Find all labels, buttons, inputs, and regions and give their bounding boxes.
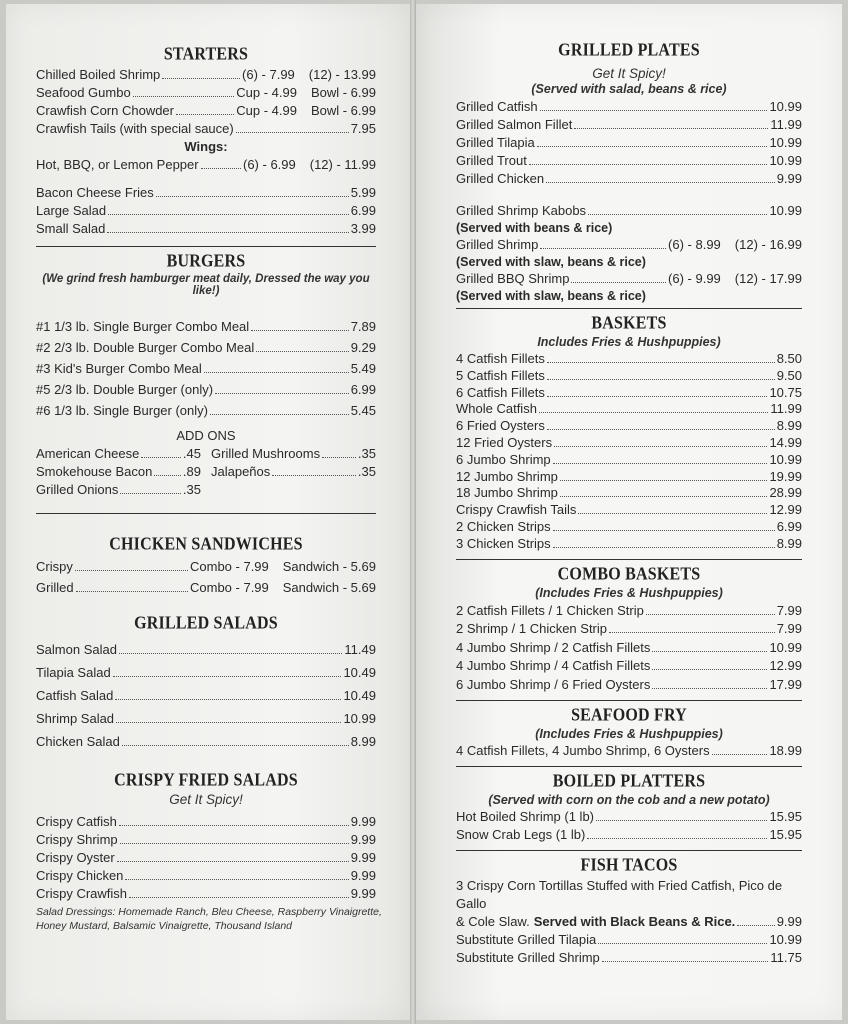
menu-item <box>456 116 802 134</box>
addon-item <box>211 445 376 463</box>
leader-dots <box>560 480 768 481</box>
item-price: 11.99 <box>770 401 802 417</box>
grilled-plates-served: (Served with salad, beans & rice) <box>531 82 727 96</box>
item-price: 7.99 <box>776 602 802 618</box>
leader-dots <box>256 351 348 352</box>
addon-item <box>36 445 201 463</box>
leader-dots <box>108 214 349 215</box>
item-name: Crispy Chicken <box>36 868 124 883</box>
item-price: 9.99 <box>776 914 802 930</box>
combo-list <box>456 602 802 695</box>
leader-dots <box>539 412 769 413</box>
leader-dots <box>652 651 767 652</box>
item-price: 8.99 <box>776 535 802 551</box>
item-note: (Served with beans & rice) <box>456 221 613 235</box>
menu-item <box>456 826 802 844</box>
item-name: Hot, BBQ, or Lemon Pepper <box>36 157 199 172</box>
leader-dots <box>652 688 767 689</box>
item-price: 7.99 <box>776 621 802 637</box>
item-name: 4 Catfish Fillets <box>456 351 545 366</box>
item-price: 3.99 <box>350 221 376 236</box>
leader-dots <box>120 493 181 494</box>
menu-item <box>456 742 802 760</box>
item-name: Small Salad <box>36 221 106 236</box>
baskets-title: BASKETS <box>591 313 667 334</box>
leader-dots <box>588 214 767 215</box>
leader-dots <box>553 530 775 531</box>
item-name: Chilled Boiled Shrimp <box>36 67 161 82</box>
item-name: Substitute Grilled Tilapia <box>456 932 597 948</box>
item-name: 2 Shrimp / 1 Chicken Strip <box>456 621 608 637</box>
leader-dots <box>119 825 349 826</box>
menu-item <box>456 620 802 639</box>
leader-dots <box>204 372 349 373</box>
item-name: 4 Catfish Fillets, 4 Jumbo Shrimp, 6 Oysters <box>456 743 710 759</box>
item-name: Tilapia Salad <box>36 665 111 680</box>
combo-title: COMBO BASKETS <box>557 564 701 584</box>
leader-dots <box>609 632 775 633</box>
leader-dots <box>75 570 188 571</box>
item-name: & Cole Slaw. <box>456 914 530 930</box>
boiled-title: BOILED PLATTERS <box>552 771 706 792</box>
leader-dots <box>547 362 775 363</box>
item-name: 12 Fried Oysters <box>456 434 553 450</box>
item-price: 15.95 <box>769 809 802 825</box>
menu-item <box>456 452 802 469</box>
item-price: 9.99 <box>350 832 376 847</box>
item-price: 6.99 <box>776 518 802 534</box>
menu-item <box>456 401 802 418</box>
combo-subtitle: (Includes Fries & Hushpuppies) <box>535 585 723 600</box>
item-name: Seafood Gumbo <box>36 85 131 100</box>
menu-item <box>36 84 376 102</box>
item-price: 10.49 <box>343 665 376 680</box>
menu-item <box>456 134 802 152</box>
menu-item <box>456 236 802 254</box>
menu-item <box>36 66 376 84</box>
item-name: 4 Jumbo Shrimp / 2 Catfish Fillets <box>456 639 651 655</box>
leader-dots <box>215 393 349 394</box>
leader-dots <box>162 78 240 79</box>
wings-label: Wings: <box>184 139 228 154</box>
item-note: (Served with slaw, beans & rice) <box>456 255 646 269</box>
item-price-alt: Bowl - 6.99 <box>310 85 376 100</box>
addons-list <box>36 445 376 499</box>
item-price: 12.99 <box>769 502 802 518</box>
item-name: #1 1/3 lb. Single Burger Combo Meal <box>36 319 250 334</box>
item-price: .35 <box>182 482 201 497</box>
item-name: Whole Catfish <box>456 401 537 417</box>
item-price: 5.99 <box>350 185 376 200</box>
leader-dots <box>251 330 349 331</box>
item-price: 19.99 <box>769 468 802 484</box>
right-column <box>456 36 802 967</box>
item-name: Catfish Salad <box>36 688 114 703</box>
item-name: Grilled Chicken <box>456 171 545 186</box>
menu-item <box>36 639 376 660</box>
item-name: Large Salad <box>36 203 107 218</box>
item-price: 8.99 <box>350 734 376 749</box>
addon-item <box>211 463 376 481</box>
item-price: 9.99 <box>350 814 376 829</box>
burgers-title: BURGERS <box>166 251 246 272</box>
item-price: 10.99 <box>769 203 802 218</box>
item-name: #6 1/3 lb. Single Burger (only) <box>36 403 208 418</box>
leader-dots <box>553 547 775 548</box>
item-price: 28.99 <box>769 485 802 501</box>
baskets-list <box>456 351 802 553</box>
leader-dots <box>210 414 349 415</box>
item-name: 18 Jumbo Shrimp <box>456 485 558 501</box>
menu-item <box>36 358 376 379</box>
menu-item <box>456 519 802 536</box>
menu-item <box>36 849 376 867</box>
crispy-salads-list <box>36 813 376 903</box>
leader-dots <box>737 925 774 926</box>
menu-item <box>456 676 802 695</box>
item-price: 14.99 <box>769 434 802 450</box>
burgers-list <box>36 316 376 421</box>
crispy-salads-subtitle: Get It Spicy! <box>169 792 243 807</box>
item-price: 10.99 <box>343 711 376 726</box>
leader-dots <box>574 128 768 129</box>
item-name: Grilled Shrimp Kabobs <box>456 203 587 218</box>
menu-item <box>36 685 376 706</box>
menu-item <box>456 385 802 402</box>
grilled-salads-list <box>36 639 376 752</box>
leader-dots <box>156 196 349 197</box>
section-divider <box>36 513 376 514</box>
item-price: Cup - 4.99 <box>236 103 297 118</box>
baskets-subtitle: Includes Fries & Hushpuppies) <box>537 335 721 349</box>
item-price: 9.29 <box>350 340 376 355</box>
item-name: Grilled <box>36 580 74 595</box>
section-divider <box>456 700 802 701</box>
item-name: Substitute Grilled Shrimp <box>456 950 600 966</box>
tacos-description: 3 Crispy Corn Tortillas Stuffed with Fried Catfish, Pico de Gallo <box>456 878 783 912</box>
menu-item <box>36 400 376 421</box>
section-divider <box>36 246 376 247</box>
menu-item <box>456 808 802 826</box>
item-name: Shrimp Salad <box>36 711 115 726</box>
item-name: Crispy Oyster <box>36 850 115 865</box>
menu-item <box>456 202 802 220</box>
item-price: 10.99 <box>769 932 802 948</box>
leader-dots <box>120 843 349 844</box>
menu-item <box>456 639 802 658</box>
menu-item <box>36 202 376 220</box>
menu-item <box>36 731 376 752</box>
menu-item <box>36 184 376 202</box>
item-price: 10.99 <box>769 639 802 655</box>
leader-dots <box>116 722 341 723</box>
item-price: 12.99 <box>769 658 802 674</box>
item-price: 5.49 <box>350 361 376 376</box>
section-divider <box>456 766 802 767</box>
grilled-plates-subtitle: Get It Spicy! <box>592 66 666 81</box>
chicken-title: CHICKEN SANDWICHES <box>109 534 303 555</box>
item-name: #2 2/3 lb. Double Burger Combo Meal <box>36 340 255 355</box>
leader-dots <box>587 838 767 839</box>
item-price: 7.89 <box>350 319 376 334</box>
leader-dots <box>122 745 349 746</box>
item-name: Hot Boiled Shrimp (1 lb) <box>456 809 594 825</box>
item-name: 6 Jumbo Shrimp / 6 Fried Oysters <box>456 676 651 692</box>
section-divider <box>456 850 802 851</box>
leader-dots <box>133 96 235 97</box>
item-name: Grilled Trout <box>456 153 527 168</box>
item-price: 10.99 <box>769 135 802 150</box>
leader-dots <box>176 114 234 115</box>
item-name: Snow Crab Legs (1 lb) <box>456 827 586 843</box>
leader-dots <box>547 396 768 397</box>
crispy-salads-title: CRISPY FRIED SALADS <box>114 770 298 791</box>
item-name: Grilled Tilapia <box>456 135 535 150</box>
item-price: 9.99 <box>350 868 376 883</box>
item-name: 2 Catfish Fillets / 1 Chicken Strip <box>456 602 644 618</box>
leader-dots <box>107 232 348 233</box>
grilled-salads-title: GRILLED SALADS <box>134 613 278 634</box>
menu-item <box>36 120 376 138</box>
leader-dots <box>652 669 767 670</box>
item-name: Grilled BBQ Shrimp <box>456 271 570 286</box>
leader-dots <box>129 897 349 898</box>
item-name: Grilled Onions <box>36 482 119 497</box>
left-column <box>36 40 382 933</box>
menu-item <box>36 867 376 885</box>
addons-title: ADD ONS <box>176 428 236 443</box>
menu-item <box>456 368 802 385</box>
grilled-plates-title: GRILLED PLATES <box>558 40 700 61</box>
item-price: 6.99 <box>350 203 376 218</box>
item-price: .35 <box>357 464 376 479</box>
item-name: Crispy Crawfish Tails <box>456 502 577 518</box>
leader-dots <box>113 676 342 677</box>
leader-dots <box>596 820 767 821</box>
boiled-list <box>456 808 802 844</box>
menu-item <box>456 98 802 116</box>
item-price: .45 <box>182 446 201 461</box>
item-price: 18.99 <box>769 743 802 759</box>
leader-dots <box>547 379 775 380</box>
item-price-alt: (12) - 16.99 <box>734 237 802 252</box>
item-name: Crawfish Tails (with special sauce) <box>36 121 234 136</box>
item-price: 10.99 <box>769 153 802 168</box>
item-price: 8.50 <box>776 351 802 366</box>
menu-item <box>36 558 376 576</box>
item-price: 17.99 <box>769 676 802 692</box>
leader-dots <box>115 699 341 700</box>
leader-dots <box>154 475 181 476</box>
tacos-title: FISH TACOS <box>580 855 678 876</box>
item-price: Cup - 4.99 <box>236 85 297 100</box>
item-name: 6 Jumbo Shrimp <box>456 451 551 467</box>
menu-item <box>456 602 802 621</box>
menu-item <box>36 579 376 597</box>
item-price: 9.50 <box>776 367 802 383</box>
menu-item <box>456 502 802 519</box>
item-price-alt: Sandwich - 5.69 <box>282 559 376 574</box>
item-name: Crispy Crawfish <box>36 886 128 901</box>
item-name: 6 Fried Oysters <box>456 418 545 434</box>
menu-item <box>36 337 376 358</box>
menu-item <box>456 152 802 170</box>
item-name: Crispy <box>36 559 73 574</box>
leader-dots <box>537 146 768 147</box>
menu-item <box>456 418 802 435</box>
leader-dots <box>598 943 767 944</box>
menu-item <box>456 657 802 676</box>
menu-item <box>36 813 376 831</box>
menu-item <box>36 220 376 238</box>
item-price: Combo - 7.99 <box>190 559 269 574</box>
leader-dots <box>125 879 348 880</box>
item-price: .35 <box>357 446 376 461</box>
item-price-alt: (12) - 17.99 <box>734 271 802 286</box>
item-price: 8.99 <box>776 418 802 434</box>
menu-item <box>456 435 802 452</box>
seafood-fry-subtitle: (Includes Fries & Hushpuppies) <box>535 727 723 742</box>
leader-dots <box>546 182 775 183</box>
seafood-fry-title: SEAFOOD FRY <box>571 705 687 726</box>
leader-dots <box>529 164 768 165</box>
leader-dots <box>547 429 775 430</box>
item-price: 6.99 <box>350 382 376 397</box>
leader-dots <box>571 282 666 283</box>
item-name: Smokehouse Bacon <box>36 464 153 479</box>
item-name: Chicken Salad <box>36 734 120 749</box>
addon-item <box>36 463 201 481</box>
item-note: (Served with slaw, beans & rice) <box>456 289 646 303</box>
leader-dots <box>712 754 768 755</box>
item-price-alt: Sandwich - 5.69 <box>282 580 376 595</box>
item-name: American Cheese <box>36 446 140 461</box>
item-name: 12 Jumbo Shrimp <box>456 468 558 484</box>
menu-item <box>456 931 802 949</box>
starters-list <box>36 66 376 238</box>
leader-dots <box>236 132 349 133</box>
leader-dots <box>540 110 768 111</box>
item-price: 10.49 <box>343 688 376 703</box>
menu-item <box>36 156 376 174</box>
item-name: Bacon Cheese Fries <box>36 185 154 200</box>
leader-dots <box>540 248 666 249</box>
item-price: 9.99 <box>776 171 802 186</box>
leader-dots <box>272 475 356 476</box>
item-name: Crispy Shrimp <box>36 832 118 847</box>
leader-dots <box>646 614 775 615</box>
grilled-plates-list <box>456 98 802 304</box>
item-price: 10.75 <box>769 384 802 400</box>
item-price: 5.45 <box>350 403 376 418</box>
menu-item <box>456 536 802 553</box>
starters-title: STARTERS <box>163 44 249 65</box>
item-price-alt: (12) - 13.99 <box>308 67 376 82</box>
tacos-served-with: Served with Black Beans & Rice. <box>533 914 736 930</box>
item-price: Combo - 7.99 <box>190 580 269 595</box>
item-name: 2 Chicken Strips <box>456 518 551 534</box>
section-divider <box>456 308 802 309</box>
item-price: 9.99 <box>350 850 376 865</box>
leader-dots <box>117 861 349 862</box>
leader-dots <box>201 168 241 169</box>
item-price: 11.99 <box>770 117 802 132</box>
item-price: 9.99 <box>350 886 376 901</box>
menu-item <box>36 662 376 683</box>
item-name: Grilled Catfish <box>456 99 538 114</box>
section-divider <box>456 559 802 560</box>
item-price: (6) - 9.99 <box>668 271 721 286</box>
boiled-subtitle: (Served with corn on the cob and a new potato) <box>488 793 770 808</box>
item-price-alt: (12) - 11.99 <box>309 157 376 172</box>
item-name: 3 Chicken Strips <box>456 535 551 551</box>
menu-item <box>456 469 802 486</box>
leader-dots <box>76 591 188 592</box>
item-price: .89 <box>182 464 201 479</box>
menu-item <box>456 949 802 967</box>
item-name: Salmon Salad <box>36 642 117 657</box>
item-price: 7.95 <box>350 121 376 136</box>
item-price-alt: Bowl - 6.99 <box>310 103 376 118</box>
leader-dots <box>553 463 768 464</box>
item-name: Grilled Salmon Fillet <box>456 117 573 132</box>
item-name: Jalapeños <box>211 464 271 479</box>
salad-dressings-note: Salad Dressings: Homemade Ranch, Bleu Cheese, Raspberry Vinaigrette, Honey Mustard, Balsamic Vinaigrette, Thousand Island <box>36 906 382 932</box>
item-price: 15.95 <box>769 827 802 843</box>
menu-item <box>36 102 376 120</box>
item-price: 10.99 <box>769 99 802 114</box>
menu-item <box>36 316 376 337</box>
leader-dots <box>560 496 768 497</box>
menu-item <box>456 913 802 931</box>
item-name: Crawfish Corn Chowder <box>36 103 174 118</box>
menu-item <box>456 170 802 188</box>
menu-item <box>456 351 802 368</box>
menu-item <box>36 379 376 400</box>
item-name: 6 Catfish Fillets <box>456 384 545 400</box>
item-name: #5 2/3 lb. Double Burger (only) <box>36 382 214 397</box>
item-price: 10.99 <box>769 451 802 467</box>
menu-item <box>36 708 376 729</box>
leader-dots <box>602 961 769 962</box>
menu-item <box>456 485 802 502</box>
leader-dots <box>578 513 767 514</box>
menu-item <box>36 831 376 849</box>
item-price: (6) - 7.99 <box>242 67 295 82</box>
chicken-list <box>36 558 376 597</box>
item-price: 11.49 <box>344 642 376 657</box>
item-name: Crispy Catfish <box>36 814 117 829</box>
item-name: 5 Catfish Fillets <box>456 367 545 383</box>
item-name: Grilled Shrimp <box>456 237 539 252</box>
item-price: (6) - 6.99 <box>243 157 296 172</box>
leader-dots <box>141 457 181 458</box>
menu-item <box>36 885 376 903</box>
item-name: #3 Kid's Burger Combo Meal <box>36 361 202 376</box>
addon-item <box>36 481 201 499</box>
leader-dots <box>554 446 767 447</box>
menu-item <box>456 270 802 288</box>
leader-dots <box>119 653 342 654</box>
burgers-subtitle: (We grind fresh hamburger meat daily, Dressed the way you like!) <box>42 273 370 297</box>
item-name: Grilled Mushrooms <box>211 446 321 461</box>
item-name: 4 Jumbo Shrimp / 4 Catfish Fillets <box>456 658 651 674</box>
item-price: (6) - 8.99 <box>668 237 721 252</box>
leader-dots <box>322 457 356 458</box>
item-price: 11.75 <box>770 950 802 966</box>
